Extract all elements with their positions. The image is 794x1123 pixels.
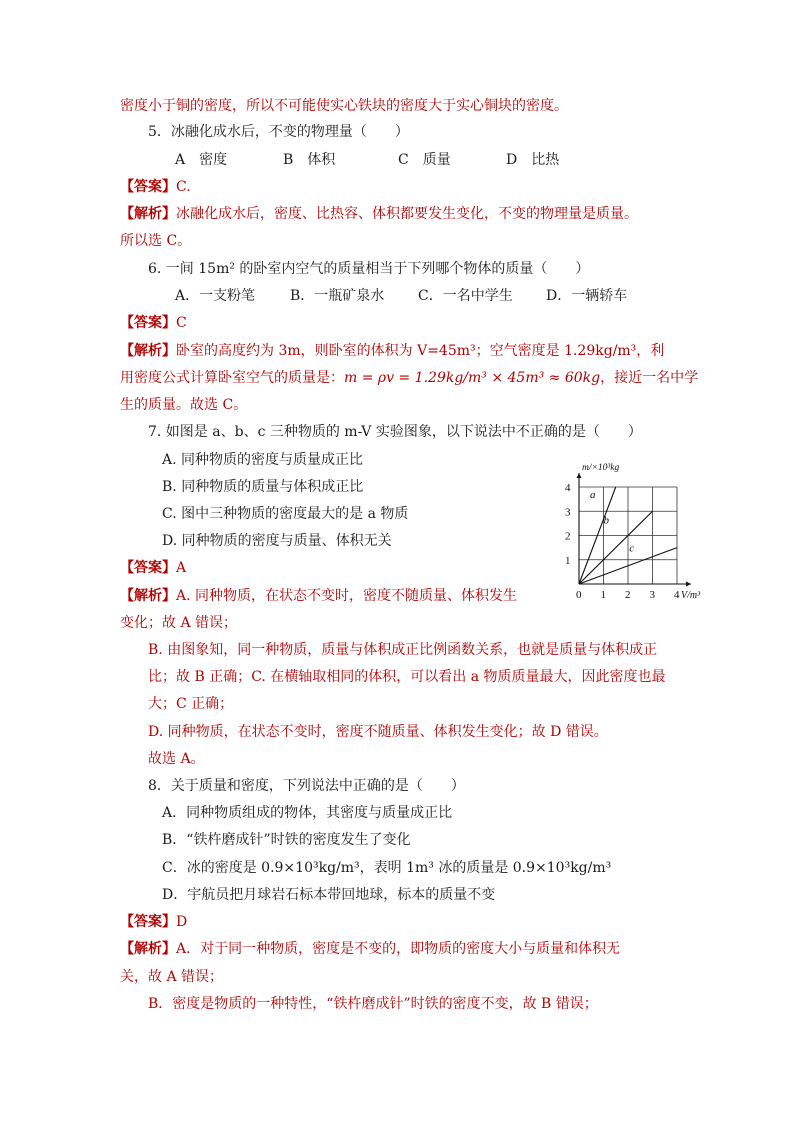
- q7-answer: [120, 558, 186, 578]
- q7-option-b: B. 同种物质的质量与体积成正比: [162, 479, 364, 495]
- density-formula: m = ρv = 1.29kg/m³ × 45m³ ≈ 60kg: [344, 370, 601, 386]
- q8-analysis-line-2: 关，故 A 错误；: [120, 969, 224, 985]
- y-tick-label: 3: [565, 506, 571, 519]
- q5-option-a: A 密度: [175, 152, 228, 168]
- x-tick-label: 4: [674, 589, 680, 601]
- q5-options: [175, 150, 559, 170]
- q7-analysis-line-4: 比；故 B 正确；C. 在横轴取相同的体积，可以看出 a 物质质量最大，因此密度也最: [148, 669, 666, 685]
- y-axis-arrow: [577, 473, 582, 478]
- q6-analysis-line-1: [120, 341, 664, 361]
- q8-analysis-line-1: [120, 939, 620, 959]
- q7-analysis-line-3: B. 由图象知，同一种物质，质量与体积成正比例函数关系，也就是质量与体积成正: [148, 642, 658, 658]
- answer-value: A: [176, 560, 187, 576]
- q6-answer: [120, 313, 187, 333]
- q8-answer: [120, 912, 187, 932]
- answer-value: D: [176, 914, 188, 930]
- series-label-c: c: [629, 542, 635, 555]
- x-tick-label: 0: [576, 589, 582, 601]
- x-tick-label: 3: [649, 589, 655, 601]
- q8-option-d: D．宇航员把月球岩石标本带回地球，标本的质量不变: [162, 887, 496, 903]
- q8-analysis-line-3: B．密度是物质的一种特性，“铁杵磨成针”时铁的密度不变，故 B 错误；: [148, 996, 598, 1012]
- analysis-tag: 【解析】: [120, 588, 176, 604]
- continuation-line: 密度小于铜的密度，所以不可能使实心铁块的密度大于实心铜块的密度。: [120, 98, 568, 114]
- q6-option-d: D．一辆轿车: [546, 288, 628, 304]
- q6-analysis-line-2: [120, 368, 698, 388]
- q5-option-b: B 体积: [283, 152, 336, 168]
- analysis-tag: 【解析】: [120, 206, 176, 222]
- q7-analysis-line-2: 变化；故 A 错误；: [120, 615, 238, 631]
- series-label-b: b: [603, 514, 609, 527]
- y-tick-label: 4: [565, 482, 571, 494]
- q7-option-a: A. 同种物质的密度与质量成正比: [162, 452, 364, 468]
- q5-option-c: C 质量: [398, 152, 451, 168]
- analysis-text: 用密度公式计算卧室空气的质量是：: [120, 370, 344, 386]
- q5-option-d: D 比热: [506, 152, 560, 168]
- q7-analysis-line-7: 故选 A。: [148, 751, 205, 767]
- q7-analysis-line-5: 大；C 正确；: [148, 696, 234, 712]
- x-tick-label: 2: [625, 589, 631, 601]
- analysis-text: A. 同种物质，在状态不变时，密度不随质量、体积发生: [176, 588, 518, 604]
- q6-option-c: C．一名中学生: [418, 288, 513, 304]
- q7-analysis-line-6: D. 同种物质，在状态不变时，密度不随质量、体积发生变化；故 D 错误。: [148, 724, 608, 740]
- analysis-text: ，接近一名中学: [600, 370, 699, 386]
- answer-tag: 【答案】: [120, 179, 176, 195]
- analysis-text: 卧室的高度约为 3m，则卧室的体积为 V=45m³；空气密度是 1.29kg/m³，利: [176, 343, 665, 359]
- q5-stem: 5．冰融化成水后，不变的物理量（ ）: [148, 124, 409, 140]
- y-axis-label: m/×10³kg: [582, 463, 620, 473]
- answer-value: C: [176, 315, 187, 331]
- series-label-a: a: [590, 488, 596, 501]
- mv-chart: [560, 458, 730, 606]
- answer-tag: 【答案】: [120, 315, 176, 331]
- q6-analysis-line-3: 生的质量。故选 C。: [120, 397, 248, 413]
- analysis-text: A．对于同一种物质，密度是不变的，即物质的密度大小与质量和体积无: [176, 941, 621, 957]
- q6-option-b: B．一瓶矿泉水: [290, 288, 385, 304]
- analysis-tag: 【解析】: [120, 941, 176, 957]
- q7-stem: 7. 如图是 a、b、c 三种物质的 m-V 实验图象，以下说法中不正确的是（ ）: [148, 424, 642, 440]
- answer-tag: 【答案】: [120, 560, 176, 576]
- analysis-tag: 【解析】: [120, 343, 176, 359]
- y-tick-label: 1: [565, 554, 571, 567]
- answer-tag: 【答案】: [120, 914, 176, 930]
- q5-analysis-line-2: 所以选 C。: [120, 233, 192, 249]
- answer-value: C.: [176, 179, 191, 195]
- q6-options: [175, 286, 627, 306]
- analysis-text: 冰融化成水后，密度、比热容、体积都要发生变化，不变的物理量是质量。: [176, 206, 638, 222]
- x-axis-label: V/m³: [681, 590, 701, 601]
- q5-answer: [120, 177, 191, 197]
- q8-option-a: A．同种物质组成的物体，其密度与质量成正比: [162, 805, 453, 821]
- q8-option-c: C．冰的密度是 0.9×10³kg/m³，表明 1m³ 冰的质量是 0.9×10³kg/m³: [162, 860, 612, 876]
- q8-stem: 8．关于质量和密度，下列说法中正确的是（ ）: [148, 778, 465, 794]
- q7-option-d: D. 同种物质的密度与质量、体积无关: [162, 533, 392, 549]
- q8-option-b: B．“铁杵磨成针”时铁的密度发生了变化: [162, 832, 411, 848]
- q7-analysis-line-1: [120, 586, 517, 606]
- q6-stem: 6. 一间 15m² 的卧室内空气的质量相当于下列哪个物体的质量（ ）: [148, 261, 590, 277]
- x-tick-label: 1: [600, 589, 606, 601]
- y-tick-label: 2: [565, 530, 571, 543]
- q5-analysis-line-1: [120, 204, 638, 224]
- series-line-b: [579, 511, 653, 584]
- x-axis-arrow: [686, 582, 691, 587]
- q6-option-a: A．一支粉笔: [175, 288, 256, 304]
- q7-option-c: C. 图中三种物质的密度最大的是 a 物质: [162, 506, 409, 522]
